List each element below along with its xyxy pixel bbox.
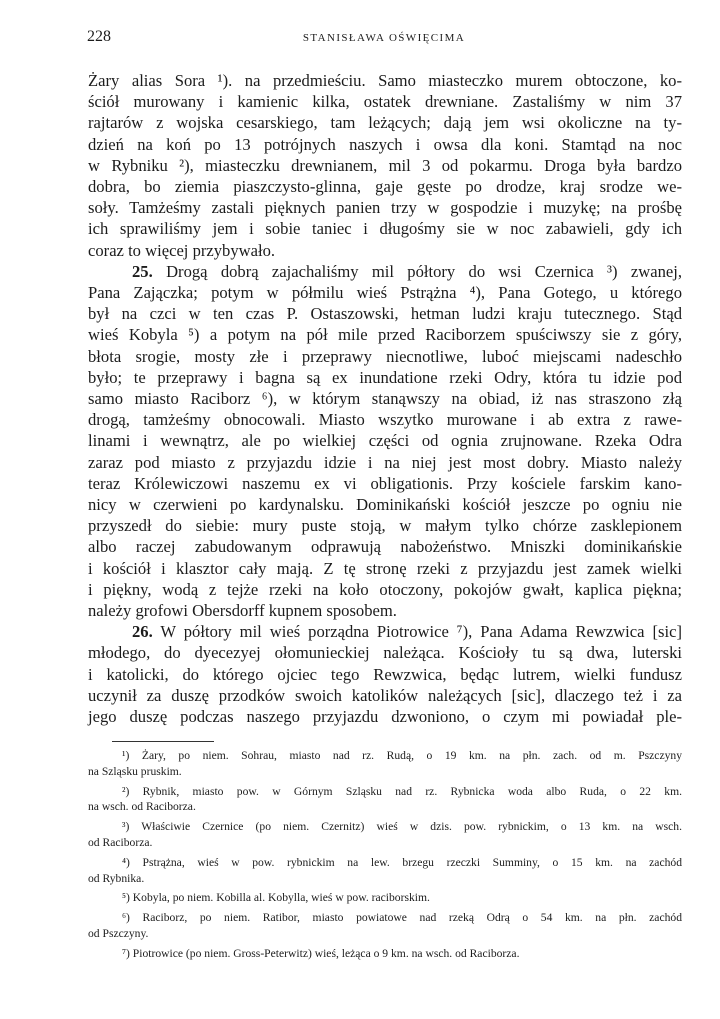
text-line — [88, 473, 682, 494]
footnote-line — [88, 819, 682, 835]
text-line — [88, 346, 682, 367]
page-number: 228 — [87, 28, 111, 45]
footnote-line-text: ⁴) Pstrążna, wieś w pow. rybnickim na lew. brzegu rzeczki Summiny, o 15 km. na zachód — [122, 855, 682, 869]
footnote-line — [88, 799, 682, 815]
footnote-line-text: ³) Właściwie Czernice (po niem. Czernitz) wieś w dzis. pow. rybnickim, o 13 km. na wsch. — [122, 820, 682, 834]
running-head: STANISŁAWA OŚWIĘCIMA — [302, 32, 466, 44]
text-line — [88, 494, 682, 515]
text-line — [88, 452, 682, 473]
page-header — [87, 28, 681, 50]
footnote-line-text: ¹) Żary, po niem. Sohrau, miasto nad rz. Rudą, o 19 km. na płn. zach. od m. Pszczyny — [122, 749, 682, 762]
text-line — [88, 388, 682, 409]
footnote-line-text: na Szląsku pruskim. — [88, 764, 182, 778]
text-line — [88, 197, 682, 218]
text-line-text: ściół murowany i kamienic kilka, ostatek drewniane. Zastaliśmy w nim 37 — [88, 92, 682, 112]
text-line — [88, 282, 682, 303]
text-line-text: linami i wewnątrz, ale po wielkiej części od ognia zrujnowane. Rzeka Odra — [88, 431, 682, 451]
text-line — [88, 261, 682, 282]
text-line-text: soły. Tamżeśmy zastali pięknych panien trzy w gospodzie i muzykę; na prośbę — [88, 198, 682, 218]
footnote-line — [88, 890, 682, 906]
footnote-line-text: od Raciborza. — [88, 835, 153, 849]
text-line — [88, 642, 682, 663]
text-line-text: Pana Zajączka; potym w półmilu wieś Pstrążna ⁴), Pana Gotego, u którego — [88, 283, 682, 303]
text-line — [88, 91, 682, 112]
text-line — [88, 664, 682, 685]
text-line — [88, 685, 682, 706]
footnote-separator — [112, 741, 214, 742]
text-line-text: ich sprawiliśmy jem i sobie taniec i długośmy sie w noc zabawieli, gdy ich — [88, 219, 682, 239]
footnote-line — [88, 855, 682, 871]
text-line — [88, 240, 682, 261]
text-line — [88, 134, 682, 155]
text-line — [88, 515, 682, 536]
section-number: 26. — [132, 622, 153, 642]
text-line — [88, 621, 682, 642]
text-line — [88, 430, 682, 451]
text-line — [88, 536, 682, 557]
footnote-line-text: ⁵) Kobyla, po niem. Kobilla al. Kobylla, wieś w pow. raciborskim. — [122, 891, 430, 905]
footnote-line — [88, 871, 682, 887]
text-line — [88, 558, 682, 579]
text-line-text: Żary alias Sora ¹). na przedmieściu. Samo miasteczko murem obtoczone, ko- — [88, 71, 682, 90]
text-line-text: samo miasto Raciborz ⁶), w którym stanąwszy na obiad, iż nas straszono złą — [88, 389, 682, 409]
text-line-text: jego duszę podczas naszego przyjazdu dzwoniono, o czym mi powiadał ple- — [88, 707, 682, 727]
text-line-text: należy grofowi Obersdorff kupnem sposobem. — [88, 601, 397, 621]
footnote-line-text: od Rybnika. — [88, 871, 145, 885]
text-line — [88, 600, 682, 621]
text-line-text: był na czci w ten czas P. Ostaszowski, hetman ludzi kraju tutecznego. Stąd — [88, 304, 682, 324]
text-line-text: Drogą dobrą zajachaliśmy mil półtory do wsi Czernica ³) zwanej, — [166, 261, 682, 281]
text-line-text: młodego, do dyecezyej ołomunieckiej należąca. Kościoły tu są dwa, luterski — [88, 643, 682, 663]
text-line-text: albo raczej zabudowanym odprawują nabożeństwo. Mniszki dominikańskie — [88, 537, 682, 557]
footnote-line-text: ²) Rybnik, miasto pow. w Górnym Szląsku nad rz. Rybnicka woda albo Ruda, o 22 km. — [122, 784, 682, 798]
text-line-text: zaraz pod miasto z przyjazdu idzie i na niej jest most dobry. Miasto należy — [88, 452, 682, 472]
text-line-text: nicy w czerwieni po kardynalsku. Dominikański kościół jeszcze po ogniu nie — [88, 495, 682, 515]
text-line — [88, 706, 682, 727]
text-line-text: i piękny, wodą z tejże rzeki na koło otoczony, pokojów gwałt, kaplica piękna; — [88, 579, 682, 599]
footnote-line — [88, 926, 682, 942]
footnote-line — [88, 764, 682, 780]
text-line-text: coraz to więcej przybywało. — [88, 240, 276, 260]
footnotes — [88, 748, 682, 962]
text-line-text: błota srogie, mosty złe i przeprawy niecnotliwe, luboć miejscami nadeschło — [88, 346, 682, 366]
footnote-line-text: od Pszczyny. — [88, 926, 149, 940]
footnote-line-text: na wsch. od Raciborza. — [88, 800, 196, 814]
footnote-line-text: ⁷) Piotrowice (po niem. Gross-Peterwitz) wieś, leżąca o 9 km. na wsch. od Raciborza. — [122, 946, 520, 960]
text-line-text: teraz Królewiczowi naszemu ex vi obligationis. Przy kościele farskim kano- — [88, 473, 682, 493]
text-line-text: drogą, tamżeśmy obnocowali. Miasto wszytko murowane i ab extra z rawe- — [88, 410, 682, 430]
text-line-text: W półtory mil wieś porządna Piotrowice ⁷), Pana Adama Rewzwica [sic] — [160, 622, 682, 642]
text-line-text: dzień na koń po 13 potrójnych naszych i owsa dla koni. Stamtąd na noc — [88, 134, 682, 154]
text-line — [88, 409, 682, 430]
text-line-text: przyszedł do siebie: mury puste stoją, w małym tylko chórze zasklepionem — [88, 516, 682, 536]
text-line — [88, 112, 682, 133]
footnote-line-text: ⁶) Raciborz, po niem. Ratibor, miasto powiatowe nad rzeką Odrą o 54 km. na płn. zachód — [122, 911, 682, 925]
text-line-text: w Rybniku ²), miasteczku drewnianem, mil 3 od pokarmu. Droga była bardzo — [88, 155, 682, 175]
text-line-text: było; te przeprawy i bagna są ex inundatione rzeki Odry, która tu idzie pod — [88, 367, 682, 387]
main-text — [88, 70, 682, 727]
text-line — [88, 70, 682, 91]
footnote-line — [88, 748, 682, 764]
text-line — [88, 579, 682, 600]
footnote-line — [88, 784, 682, 800]
text-line — [88, 155, 682, 176]
text-line-text: i kościół i klasztor cały mają. Z tę stronę rzeki z przyjazdu jest zamek wielki — [88, 558, 682, 578]
text-line-text: rajtarów z wojska cesarskiego, tam leżących; dają jem wsi okoliczne na ty- — [88, 113, 682, 133]
text-line — [88, 218, 682, 239]
text-line — [88, 176, 682, 197]
text-line — [88, 303, 682, 324]
text-line — [88, 367, 682, 388]
text-line-text: uczynił za duszę przodków swoich katolików należących [sic], dlaczego też i za — [88, 685, 682, 705]
section-number: 25. — [132, 261, 153, 281]
text-line-text: wieś Kobyla ⁵) a potym na pół mile przed Raciborzem spuściwszy sie z góry, — [88, 325, 682, 345]
text-line-text: i katolicki, do którego ojciec tego Rewzwica, będąc lutrem, wielki fundusz — [88, 664, 682, 684]
footnote-line — [88, 910, 682, 926]
footnote-line — [88, 946, 682, 962]
text-line — [88, 324, 682, 345]
footnote-line — [88, 835, 682, 851]
text-line-text: dobra, bo ziemia piaszczysto-glinna, gaje gęste po drodze, kraj srodze we- — [88, 177, 682, 197]
